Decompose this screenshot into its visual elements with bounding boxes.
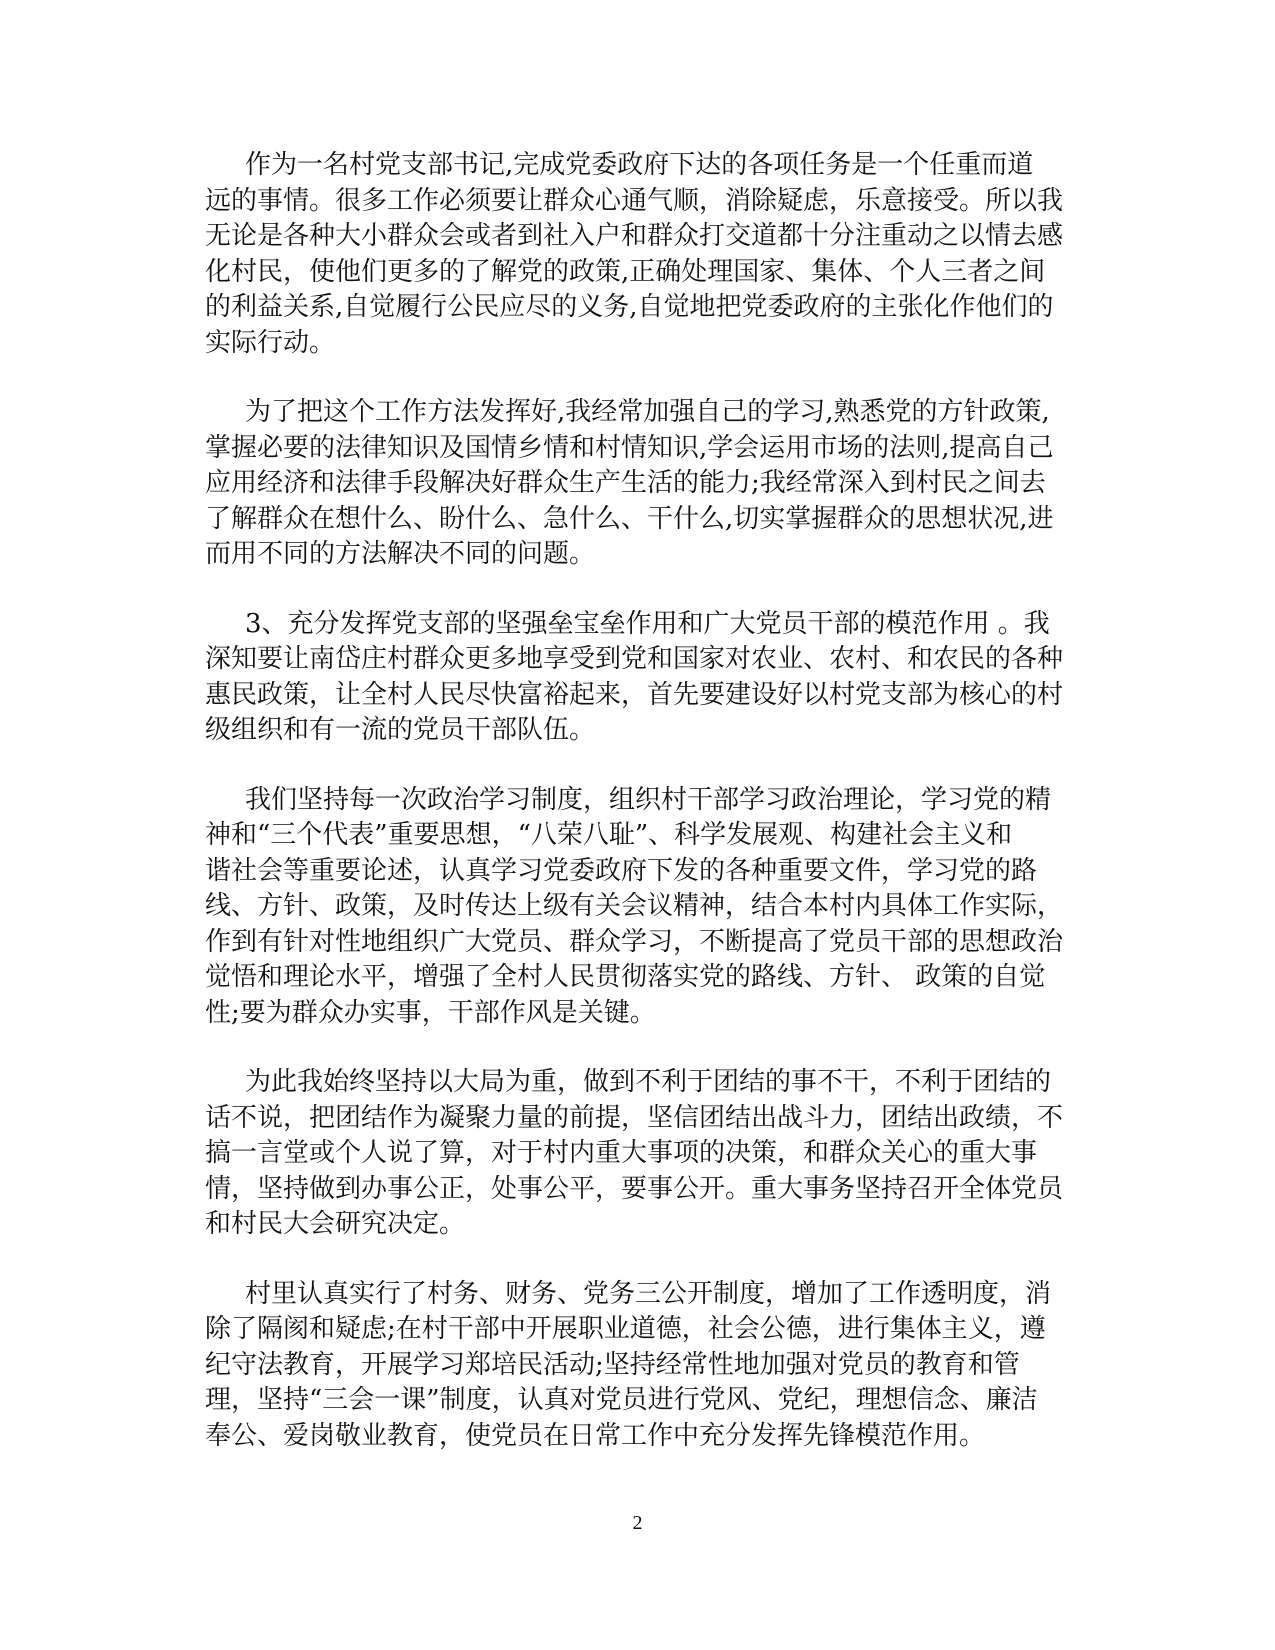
paragraph-line: 村里认真实行了村务、财务、党务三公开制度，增加了工作透明度，消 (245, 1278, 1052, 1309)
paragraph-line: 的利益关系,自觉履行公民应尽的义务,自觉地把党委政府的主张化作他们的 (205, 292, 1054, 322)
paragraph-line: 谐社会等重要论述，认真学习党委政府下发的各种重要文件，学习党的路 (205, 855, 1038, 886)
paragraph-line: 觉悟和理论水平，增强了全村人民贯彻落实党的路线、方针、 政策的自觉 (205, 962, 1046, 992)
paragraph-line: 话不说，把团结作为凝聚力量的前提，坚信团结出战斗力，团结出政绩，不 (205, 1102, 1064, 1133)
paragraph-line: 远的事情。很多工作必须要让群众心通气顺，消除疑虑，乐意接受。所以我 (205, 185, 1064, 216)
paragraph-6 (205, 1277, 1085, 1455)
paragraph-line: 级组织和有一流的党员干部队伍。 (205, 715, 596, 745)
paragraph-line: 神和“三个代表”重要思想，“八荣八耻”、科学发展观、构建社会主义和 (205, 820, 1013, 850)
paragraph-line: 了解群众在想什么、盼什么、急什么、干什么,切实掌握群众的思想状况,进 (205, 503, 1054, 534)
paragraph-line: 作为一名村党支部书记,完成党委政府下达的各项任务是一个任重而道 (245, 150, 1034, 180)
paragraph-line: 3、充分发挥党支部的坚强垒宝垒作用和广大党员干部的模范作用 。我 (245, 608, 1050, 639)
document-body (205, 148, 1085, 1488)
paragraph-line: 和村民大会研究决定。 (205, 1209, 466, 1239)
paragraph-2 (205, 395, 1085, 573)
paragraph-line: 应用经济和法律手段解决好群众生产生活的能力;我经常深入到村民之间去 (205, 468, 1046, 498)
paragraph-line: 深知要让南岱庄村群众更多地享受到党和国家对农业、农村、和农民的各种 (205, 644, 1064, 674)
paragraph-line: 纪守法教育，开展学习郑培民活动;坚持经常性地加强对党员的教育和管 (205, 1349, 1020, 1380)
paragraph-line: 掌握必要的法律知识及国情乡情和村情知识,学会运用市场的法则,提高自己 (205, 432, 1054, 463)
paragraph-3 (205, 607, 1085, 749)
paragraph-line: 为此我始终坚持以大局为重，做到不利于团结的事不干，不利于团结的 (245, 1067, 1052, 1097)
paragraph-line: 情，坚持做到办事公正，处事公平，要事公开。重大事务坚持召开全体党员 (205, 1173, 1064, 1204)
paragraph-line: 除了隔阂和疑虑;在村干部中开展职业道德，社会公德，进行集体主义，遵 (205, 1314, 1046, 1344)
paragraph-line: 而用不同的方法解决不同的问题。 (205, 539, 596, 569)
page-number: 2 (632, 1512, 643, 1534)
paragraph-line: 作到有针对性地组织广大党员、群众学习，不断提高了党员干部的思想政治 (205, 926, 1064, 957)
paragraph-line: 无论是各种大小群众会或者到社入户和群众打交道都十分注重动之以情去感 (205, 221, 1064, 251)
paragraph-line: 理，坚持“三会一课”制度，认真对党员进行党风、党纪，理想信念、廉洁 (205, 1385, 1038, 1415)
paragraph-4 (205, 783, 1085, 1032)
paragraph-line: 实际行动。 (205, 327, 336, 358)
paragraph-line: 惠民政策，让全村人民尽快富裕起来，首先要建设好以村党支部为核心的村 (205, 679, 1064, 710)
paragraph-line: 化村民，使他们更多的了解党的政策,正确处理国家、集体、个人三者之间 (205, 256, 1046, 287)
paragraph-line: 我们坚持每一次政治学习制度，组织村干部学习政治理论，学习党的精 (245, 784, 1052, 815)
paragraph-line: 奉公、爱岗敬业教育，使党员在日常工作中充分发挥先锋模范作用。 (205, 1420, 986, 1451)
paragraph-line: 搞一言堂或个人说了算，对于村内重大事项的决策，和群众关心的重大事 (205, 1138, 1038, 1168)
paragraph-line: 为了把这个工作方法发挥好,我经常加强自己的学习,熟悉党的方针政策, (245, 397, 1050, 427)
paragraph-line: 性;要为群众办实事，干部作风是关键。 (205, 997, 656, 1028)
paragraph-5 (205, 1065, 1085, 1243)
paragraph-1 (205, 148, 1085, 361)
paragraph-line: 线、方针、政策，及时传达上级有关会议精神，结合本村内具体工作实际， (205, 891, 1064, 921)
